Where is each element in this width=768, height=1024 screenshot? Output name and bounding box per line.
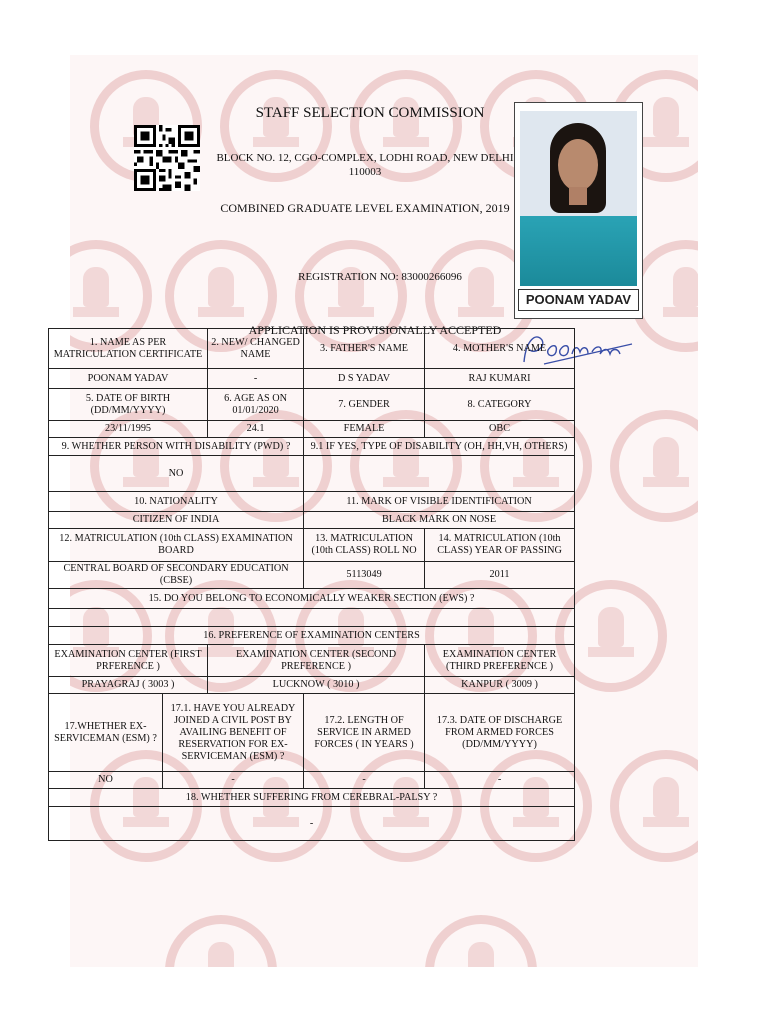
age-value: 24.1 bbox=[208, 421, 304, 438]
matric-year-value: 2011 bbox=[425, 562, 575, 589]
cerebral-palsy-header: 18. WHETHER SUFFERING FROM CEREBRAL-PALSY ? bbox=[49, 789, 575, 807]
nationality-header: 10. NATIONALITY bbox=[49, 492, 304, 512]
ex-serviceman-value: NO bbox=[49, 772, 163, 789]
discharge-date-header: 17.3. DATE OF DISCHARGE FROM ARMED FORCES (DD/MM/YYYY) bbox=[425, 694, 575, 772]
organization-title: STAFF SELECTION COMMISSION bbox=[255, 105, 485, 121]
identification-mark-header: 11. MARK OF VISIBLE IDENTIFICATION bbox=[304, 492, 575, 512]
matric-board-value: CENTRAL BOARD OF SECONDARY EDUCATION (CBSE) bbox=[49, 562, 304, 589]
third-center-header: EXAMINATION CENTER (THIRD PREFERENCE ) bbox=[425, 645, 575, 677]
name-value: POONAM YADAV bbox=[49, 369, 208, 389]
disability-type-value bbox=[304, 456, 575, 492]
ex-serviceman-header: 17.WHETHER EX-SERVICEMAN (ESM) ? bbox=[49, 694, 163, 772]
changed-name-value: - bbox=[208, 369, 304, 389]
service-length-value: - bbox=[304, 772, 425, 789]
identification-mark-value: BLACK MARK ON NOSE bbox=[304, 512, 575, 529]
mother-name-header: 4. MOTHER'S NAME bbox=[425, 329, 575, 369]
cerebral-palsy-value: - bbox=[49, 807, 575, 841]
discharge-date-value: - bbox=[425, 772, 575, 789]
gender-header: 7. GENDER bbox=[304, 389, 425, 421]
name-header: 1. NAME AS PER MATRICULATION CERTIFICATE bbox=[49, 329, 208, 369]
category-value: OBC bbox=[425, 421, 575, 438]
civil-post-header: 17.1. HAVE YOU ALREADY JOINED A CIVIL POST BY AVAILING BENEFIT OF RESERVATION FOR EX-SERVICEMAN (ESM) ? bbox=[163, 694, 304, 772]
service-length-header: 17.2. LENGTH OF SERVICE IN ARMED FORCES ( IN YEARS ) bbox=[304, 694, 425, 772]
second-center-value: LUCKNOW ( 3010 ) bbox=[208, 677, 425, 694]
civil-post-value: - bbox=[163, 772, 304, 789]
dob-header: 5. DATE OF BIRTH (DD/MM/YYYY) bbox=[49, 389, 208, 421]
first-center-header: EXAMINATION CENTER (FIRST PRFERENCE ) bbox=[49, 645, 208, 677]
age-header: 6. AGE AS ON 01/01/2020 bbox=[208, 389, 304, 421]
matric-year-header: 14. MATRICULATION (10th CLASS) YEAR OF PASSING bbox=[425, 529, 575, 562]
second-center-header: EXAMINATION CENTER (SECOND PREFERENCE ) bbox=[208, 645, 425, 677]
father-name-value: D S YADAV bbox=[304, 369, 425, 389]
mother-name-value: RAJ KUMARI bbox=[425, 369, 575, 389]
ssc-emblem-watermark bbox=[165, 915, 277, 967]
registration-number: REGISTRATION NO: 83000266096 bbox=[298, 271, 462, 283]
ews-value bbox=[49, 609, 575, 627]
pwd-value: NO bbox=[49, 456, 304, 492]
pwd-header: 9. WHETHER PERSON WITH DISABILITY (PWD) ? bbox=[49, 438, 304, 456]
ews-header: 15. DO YOU BELONG TO ECONOMICALLY WEAKER SECTION (EWS) ? bbox=[49, 589, 575, 609]
changed-name-header: 2. NEW/ CHANGED NAME bbox=[208, 329, 304, 369]
nationality-value: CITIZEN OF INDIA bbox=[49, 512, 304, 529]
photo-image bbox=[520, 111, 637, 286]
ssc-emblem-watermark bbox=[610, 750, 698, 862]
candidate-photo bbox=[514, 102, 643, 319]
matric-board-header: 12. MATRICULATION (10th CLASS) EXAMINATION BOARD bbox=[49, 529, 304, 562]
photo-name-label: POONAM YADAV bbox=[518, 289, 639, 311]
matric-roll-header: 13. MATRICULATION (10th CLASS) ROLL NO bbox=[304, 529, 425, 562]
matric-roll-value: 5113049 bbox=[304, 562, 425, 589]
organization-address: BLOCK NO. 12, CGO-COMPLEX, LODHI ROAD, NEW DELHI 110003 bbox=[216, 152, 514, 178]
ssc-emblem-watermark bbox=[425, 915, 537, 967]
third-center-value: KANPUR ( 3009 ) bbox=[425, 677, 575, 694]
dob-value: 23/11/1995 bbox=[49, 421, 208, 438]
application-status: APPLICATION IS PROVISIONALLY ACCEPTED bbox=[248, 323, 502, 337]
center-preference-header: 16. PREFERENCE OF EXAMINATION CENTERS bbox=[49, 627, 575, 645]
disability-type-header: 9.1 IF YES, TYPE OF DISABILITY (OH, HH,VH, OTHERS) bbox=[304, 438, 575, 456]
ssc-emblem-watermark bbox=[610, 410, 698, 522]
application-details-table bbox=[48, 328, 575, 841]
father-name-header: 3. FATHER'S NAME bbox=[304, 329, 425, 369]
gender-value: FEMALE bbox=[304, 421, 425, 438]
category-header: 8. CATEGORY bbox=[425, 389, 575, 421]
exam-title: COMBINED GRADUATE LEVEL EXAMINATION, 2019 bbox=[220, 201, 510, 215]
qr-code bbox=[134, 125, 200, 191]
first-center-value: PRAYAGRAJ ( 3003 ) bbox=[49, 677, 208, 694]
